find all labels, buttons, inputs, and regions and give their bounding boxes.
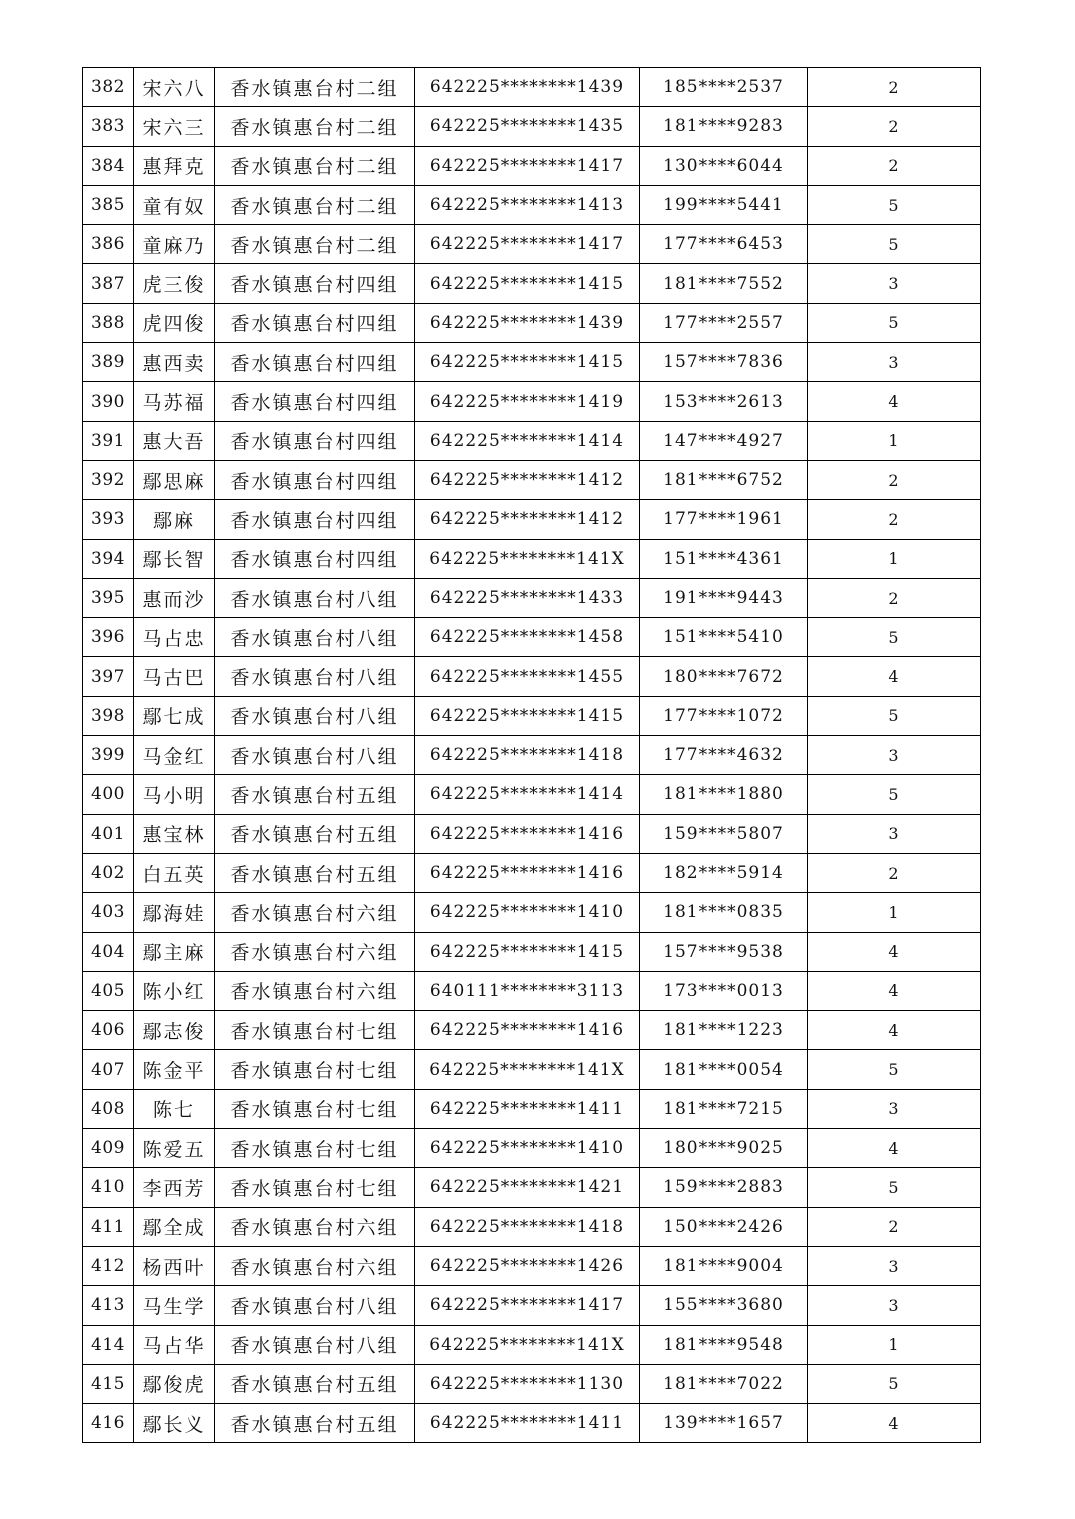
id-number-cell: 642225********1412 xyxy=(415,460,640,499)
phone-cell: 181****7022 xyxy=(640,1364,808,1403)
id-number-cell: 642225********1410 xyxy=(415,893,640,932)
row-number-cell: 402 xyxy=(83,853,134,892)
household-count-cell: 1 xyxy=(808,893,981,932)
name-cell: 鄢主麻 xyxy=(134,932,215,971)
row-number-cell: 405 xyxy=(83,971,134,1010)
name-cell: 马金红 xyxy=(134,736,215,775)
table-row xyxy=(83,1129,981,1168)
address-cell: 香水镇惠台村八组 xyxy=(215,1286,415,1325)
address-cell: 香水镇惠台村八组 xyxy=(215,1325,415,1364)
row-number-cell: 401 xyxy=(83,814,134,853)
table-row xyxy=(83,971,981,1010)
name-cell: 虎四俊 xyxy=(134,303,215,342)
household-count-cell: 3 xyxy=(808,736,981,775)
name-cell: 童麻乃 xyxy=(134,225,215,264)
household-count-cell: 3 xyxy=(808,1286,981,1325)
name-cell: 杨西叶 xyxy=(134,1246,215,1285)
row-number-cell: 408 xyxy=(83,1089,134,1128)
address-cell: 香水镇惠台村七组 xyxy=(215,1129,415,1168)
address-cell: 香水镇惠台村八组 xyxy=(215,736,415,775)
id-number-cell: 642225********1439 xyxy=(415,68,640,107)
table-row xyxy=(83,539,981,578)
row-number-cell: 403 xyxy=(83,893,134,932)
id-number-cell: 642225********1415 xyxy=(415,696,640,735)
row-number-cell: 395 xyxy=(83,578,134,617)
table-row xyxy=(83,932,981,971)
address-cell: 香水镇惠台村六组 xyxy=(215,971,415,1010)
name-cell: 惠拜克 xyxy=(134,146,215,185)
phone-cell: 181****1880 xyxy=(640,775,808,814)
phone-cell: 177****4632 xyxy=(640,736,808,775)
phone-cell: 151****4361 xyxy=(640,539,808,578)
phone-cell: 191****9443 xyxy=(640,578,808,617)
household-count-cell: 4 xyxy=(808,932,981,971)
phone-cell: 199****5441 xyxy=(640,185,808,224)
household-count-cell: 3 xyxy=(808,814,981,853)
phone-cell: 157****7836 xyxy=(640,343,808,382)
table-row xyxy=(83,343,981,382)
address-cell: 香水镇惠台村四组 xyxy=(215,460,415,499)
address-cell: 香水镇惠台村六组 xyxy=(215,893,415,932)
table-row xyxy=(83,1246,981,1285)
id-number-cell: 642225********1439 xyxy=(415,303,640,342)
household-count-cell: 3 xyxy=(808,1089,981,1128)
table-row xyxy=(83,421,981,460)
household-count-cell: 4 xyxy=(808,1404,981,1443)
address-cell: 香水镇惠台村六组 xyxy=(215,1246,415,1285)
name-cell: 马苏福 xyxy=(134,382,215,421)
household-count-cell: 1 xyxy=(808,539,981,578)
phone-cell: 181****9283 xyxy=(640,107,808,146)
row-number-cell: 414 xyxy=(83,1325,134,1364)
row-number-cell: 415 xyxy=(83,1364,134,1403)
name-cell: 鄢麻 xyxy=(134,500,215,539)
household-count-cell: 5 xyxy=(808,1364,981,1403)
phone-cell: 177****6453 xyxy=(640,225,808,264)
name-cell: 鄢志俊 xyxy=(134,1011,215,1050)
row-number-cell: 410 xyxy=(83,1168,134,1207)
id-number-cell: 642225********1412 xyxy=(415,500,640,539)
row-number-cell: 394 xyxy=(83,539,134,578)
phone-cell: 150****2426 xyxy=(640,1207,808,1246)
household-count-cell: 2 xyxy=(808,107,981,146)
table-row xyxy=(83,736,981,775)
address-cell: 香水镇惠台村四组 xyxy=(215,539,415,578)
id-number-cell: 642225********1417 xyxy=(415,1286,640,1325)
phone-cell: 159****2883 xyxy=(640,1168,808,1207)
table-row xyxy=(83,696,981,735)
table-row xyxy=(83,1325,981,1364)
household-count-cell: 2 xyxy=(808,146,981,185)
name-cell: 鄢长智 xyxy=(134,539,215,578)
id-number-cell: 642225********1417 xyxy=(415,225,640,264)
household-count-cell: 3 xyxy=(808,343,981,382)
name-cell: 陈爱五 xyxy=(134,1129,215,1168)
row-number-cell: 397 xyxy=(83,657,134,696)
name-cell: 马占华 xyxy=(134,1325,215,1364)
table-row xyxy=(83,225,981,264)
address-cell: 香水镇惠台村八组 xyxy=(215,578,415,617)
household-count-cell: 2 xyxy=(808,500,981,539)
address-cell: 香水镇惠台村七组 xyxy=(215,1168,415,1207)
row-number-cell: 396 xyxy=(83,618,134,657)
name-cell: 鄢长义 xyxy=(134,1404,215,1443)
row-number-cell: 390 xyxy=(83,382,134,421)
phone-cell: 159****5807 xyxy=(640,814,808,853)
table-row xyxy=(83,1364,981,1403)
table-row xyxy=(83,578,981,617)
id-number-cell: 642225********1418 xyxy=(415,1207,640,1246)
household-count-cell: 2 xyxy=(808,1207,981,1246)
row-number-cell: 398 xyxy=(83,696,134,735)
name-cell: 虎三俊 xyxy=(134,264,215,303)
id-number-cell: 642225********1455 xyxy=(415,657,640,696)
phone-cell: 181****9004 xyxy=(640,1246,808,1285)
id-number-cell: 642225********1418 xyxy=(415,736,640,775)
household-count-cell: 2 xyxy=(808,578,981,617)
household-count-cell: 3 xyxy=(808,1246,981,1285)
row-number-cell: 393 xyxy=(83,500,134,539)
row-number-cell: 406 xyxy=(83,1011,134,1050)
phone-cell: 181****6752 xyxy=(640,460,808,499)
table-row xyxy=(83,68,981,107)
row-number-cell: 389 xyxy=(83,343,134,382)
name-cell: 陈七 xyxy=(134,1089,215,1128)
phone-cell: 147****4927 xyxy=(640,421,808,460)
id-number-cell: 642225********1426 xyxy=(415,1246,640,1285)
phone-cell: 155****3680 xyxy=(640,1286,808,1325)
row-number-cell: 384 xyxy=(83,146,134,185)
phone-cell: 173****0013 xyxy=(640,971,808,1010)
phone-cell: 177****2557 xyxy=(640,303,808,342)
table-row xyxy=(83,382,981,421)
table-row xyxy=(83,1011,981,1050)
table-row xyxy=(83,893,981,932)
name-cell: 惠西卖 xyxy=(134,343,215,382)
household-count-cell: 5 xyxy=(808,618,981,657)
id-number-cell: 642225********141X xyxy=(415,1325,640,1364)
address-cell: 香水镇惠台村七组 xyxy=(215,1011,415,1050)
name-cell: 惠大吾 xyxy=(134,421,215,460)
address-cell: 香水镇惠台村四组 xyxy=(215,382,415,421)
name-cell: 鄢海娃 xyxy=(134,893,215,932)
phone-cell: 185****2537 xyxy=(640,68,808,107)
row-number-cell: 388 xyxy=(83,303,134,342)
table-row xyxy=(83,500,981,539)
name-cell: 宋六八 xyxy=(134,68,215,107)
phone-cell: 181****0835 xyxy=(640,893,808,932)
id-number-cell: 642225********1416 xyxy=(415,853,640,892)
name-cell: 惠宝林 xyxy=(134,814,215,853)
phone-cell: 177****1072 xyxy=(640,696,808,735)
household-count-cell: 3 xyxy=(808,264,981,303)
table-row xyxy=(83,460,981,499)
table-row xyxy=(83,303,981,342)
name-cell: 惠而沙 xyxy=(134,578,215,617)
table-row xyxy=(83,146,981,185)
name-cell: 马古巴 xyxy=(134,657,215,696)
row-number-cell: 386 xyxy=(83,225,134,264)
household-count-cell: 5 xyxy=(808,696,981,735)
phone-cell: 180****7672 xyxy=(640,657,808,696)
phone-cell: 157****9538 xyxy=(640,932,808,971)
phone-cell: 180****9025 xyxy=(640,1129,808,1168)
address-cell: 香水镇惠台村二组 xyxy=(215,107,415,146)
household-count-cell: 2 xyxy=(808,853,981,892)
phone-cell: 130****6044 xyxy=(640,146,808,185)
table-row xyxy=(83,1089,981,1128)
household-count-cell: 5 xyxy=(808,1050,981,1089)
address-cell: 香水镇惠台村五组 xyxy=(215,1404,415,1443)
id-number-cell: 642225********1421 xyxy=(415,1168,640,1207)
row-number-cell: 413 xyxy=(83,1286,134,1325)
id-number-cell: 642225********1410 xyxy=(415,1129,640,1168)
household-count-cell: 4 xyxy=(808,657,981,696)
household-count-cell: 5 xyxy=(808,775,981,814)
household-count-cell: 1 xyxy=(808,421,981,460)
household-count-cell: 5 xyxy=(808,303,981,342)
name-cell: 陈小红 xyxy=(134,971,215,1010)
id-number-cell: 642225********1417 xyxy=(415,146,640,185)
table-row xyxy=(83,853,981,892)
address-cell: 香水镇惠台村五组 xyxy=(215,814,415,853)
row-number-cell: 385 xyxy=(83,185,134,224)
table-row xyxy=(83,775,981,814)
id-number-cell: 642225********1130 xyxy=(415,1364,640,1403)
row-number-cell: 387 xyxy=(83,264,134,303)
table-row xyxy=(83,185,981,224)
household-count-cell: 5 xyxy=(808,225,981,264)
household-count-cell: 4 xyxy=(808,1011,981,1050)
phone-cell: 181****1223 xyxy=(640,1011,808,1050)
row-number-cell: 407 xyxy=(83,1050,134,1089)
household-count-cell: 5 xyxy=(808,185,981,224)
phone-cell: 182****5914 xyxy=(640,853,808,892)
row-number-cell: 400 xyxy=(83,775,134,814)
address-cell: 香水镇惠台村六组 xyxy=(215,1207,415,1246)
name-cell: 鄢全成 xyxy=(134,1207,215,1246)
name-cell: 鄢七成 xyxy=(134,696,215,735)
address-cell: 香水镇惠台村二组 xyxy=(215,225,415,264)
address-cell: 香水镇惠台村五组 xyxy=(215,853,415,892)
household-count-cell: 4 xyxy=(808,382,981,421)
name-cell: 童有奴 xyxy=(134,185,215,224)
row-number-cell: 416 xyxy=(83,1404,134,1443)
address-cell: 香水镇惠台村六组 xyxy=(215,932,415,971)
id-number-cell: 642225********1411 xyxy=(415,1404,640,1443)
phone-cell: 177****1961 xyxy=(640,500,808,539)
name-cell: 宋六三 xyxy=(134,107,215,146)
row-number-cell: 383 xyxy=(83,107,134,146)
table-row xyxy=(83,657,981,696)
address-cell: 香水镇惠台村四组 xyxy=(215,500,415,539)
row-number-cell: 391 xyxy=(83,421,134,460)
id-number-cell: 642225********1419 xyxy=(415,382,640,421)
address-cell: 香水镇惠台村四组 xyxy=(215,343,415,382)
household-count-cell: 4 xyxy=(808,1129,981,1168)
phone-cell: 151****5410 xyxy=(640,618,808,657)
id-number-cell: 642225********1415 xyxy=(415,932,640,971)
phone-cell: 181****7552 xyxy=(640,264,808,303)
id-number-cell: 642225********1411 xyxy=(415,1089,640,1128)
id-number-cell: 642225********1433 xyxy=(415,578,640,617)
id-number-cell: 642225********1415 xyxy=(415,264,640,303)
id-number-cell: 642225********1458 xyxy=(415,618,640,657)
name-cell: 鄢俊虎 xyxy=(134,1364,215,1403)
phone-cell: 181****0054 xyxy=(640,1050,808,1089)
name-cell: 马占忠 xyxy=(134,618,215,657)
address-cell: 香水镇惠台村五组 xyxy=(215,1364,415,1403)
address-cell: 香水镇惠台村八组 xyxy=(215,696,415,735)
address-cell: 香水镇惠台村五组 xyxy=(215,775,415,814)
table-row xyxy=(83,1050,981,1089)
address-cell: 香水镇惠台村七组 xyxy=(215,1089,415,1128)
name-cell: 陈金平 xyxy=(134,1050,215,1089)
id-number-cell: 642225********1435 xyxy=(415,107,640,146)
id-number-cell: 642225********1413 xyxy=(415,185,640,224)
household-count-cell: 1 xyxy=(808,1325,981,1364)
row-number-cell: 404 xyxy=(83,932,134,971)
id-number-cell: 642225********1414 xyxy=(415,421,640,460)
household-count-cell: 2 xyxy=(808,68,981,107)
address-cell: 香水镇惠台村二组 xyxy=(215,68,415,107)
household-count-cell: 2 xyxy=(808,460,981,499)
row-number-cell: 392 xyxy=(83,460,134,499)
row-number-cell: 411 xyxy=(83,1207,134,1246)
id-number-cell: 642225********1416 xyxy=(415,1011,640,1050)
phone-cell: 181****7215 xyxy=(640,1089,808,1128)
id-number-cell: 642225********1416 xyxy=(415,814,640,853)
address-cell: 香水镇惠台村八组 xyxy=(215,618,415,657)
address-cell: 香水镇惠台村二组 xyxy=(215,146,415,185)
address-cell: 香水镇惠台村二组 xyxy=(215,185,415,224)
table-row xyxy=(83,1404,981,1443)
id-number-cell: 642225********1414 xyxy=(415,775,640,814)
table-row xyxy=(83,1207,981,1246)
table-row xyxy=(83,107,981,146)
id-number-cell: 642225********1415 xyxy=(415,343,640,382)
table-row xyxy=(83,814,981,853)
address-cell: 香水镇惠台村七组 xyxy=(215,1050,415,1089)
phone-cell: 153****2613 xyxy=(640,382,808,421)
name-cell: 鄢思麻 xyxy=(134,460,215,499)
table-row xyxy=(83,1286,981,1325)
phone-cell: 139****1657 xyxy=(640,1404,808,1443)
address-cell: 香水镇惠台村四组 xyxy=(215,264,415,303)
row-number-cell: 412 xyxy=(83,1246,134,1285)
row-number-cell: 409 xyxy=(83,1129,134,1168)
household-count-cell: 4 xyxy=(808,971,981,1010)
row-number-cell: 382 xyxy=(83,68,134,107)
phone-cell: 181****9548 xyxy=(640,1325,808,1364)
address-cell: 香水镇惠台村四组 xyxy=(215,303,415,342)
name-cell: 马小明 xyxy=(134,775,215,814)
table-row xyxy=(83,264,981,303)
address-cell: 香水镇惠台村四组 xyxy=(215,421,415,460)
name-cell: 马生学 xyxy=(134,1286,215,1325)
id-number-cell: 640111********3113 xyxy=(415,971,640,1010)
address-cell: 香水镇惠台村八组 xyxy=(215,657,415,696)
table-row xyxy=(83,1168,981,1207)
row-number-cell: 399 xyxy=(83,736,134,775)
id-number-cell: 642225********141X xyxy=(415,1050,640,1089)
name-cell: 李西芳 xyxy=(134,1168,215,1207)
table-body xyxy=(83,68,981,1443)
household-count-cell: 5 xyxy=(808,1168,981,1207)
id-number-cell: 642225********141X xyxy=(415,539,640,578)
table-row xyxy=(83,618,981,657)
household-table xyxy=(82,67,981,1443)
name-cell: 白五英 xyxy=(134,853,215,892)
